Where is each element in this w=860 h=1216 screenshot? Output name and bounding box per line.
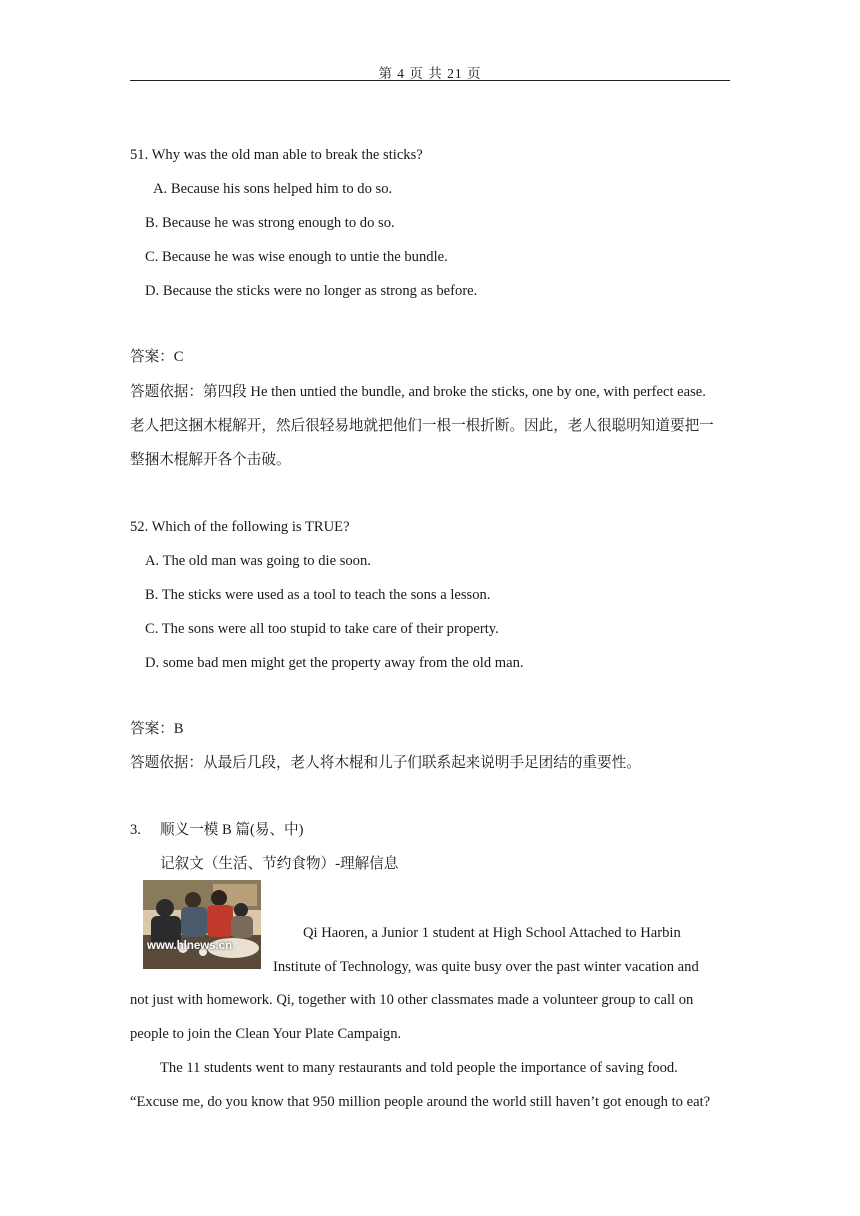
q52-option-c: C. The sons were all too stupid to take care of their property.: [145, 621, 499, 637]
q51-basis-line-1: 答题依据：第四段 He then untied the bundle, and broke the sticks, one by one, with perfect ease.: [130, 384, 706, 400]
question-51: 51. Why was the old man able to break the sticks?: [130, 147, 423, 163]
news-photo: [143, 880, 261, 969]
q51-option-d: D. Because the sticks were no longer as strong as before.: [145, 283, 478, 299]
question-52: 52. Which of the following is TRUE?: [130, 519, 350, 535]
passage-line-2: Institute of Technology, was quite busy over the past winter vacation and: [273, 959, 699, 975]
section-subtitle: 记叙文（生活、节约食物）-理解信息: [160, 856, 399, 872]
section-number: 3.: [130, 822, 141, 838]
photo-watermark: www.hlnews.cn: [147, 940, 233, 952]
passage-line-5: The 11 students went to many restaurants and told people the importance of saving food.: [160, 1060, 678, 1076]
q51-basis-line-2: 老人把这捆木棍解开，然后很轻易地就把他们一根一根折断。因此，老人很聪明知道要把一: [130, 418, 714, 434]
q51-option-c: C. Because he was wise enough to untie the bundle.: [145, 249, 448, 265]
q51-option-a: A. Because his sons helped him to do so.: [153, 181, 393, 197]
header-rule: [130, 80, 730, 81]
q52-basis-line-1: 答题依据：从最后几段，老人将木棍和儿子们联系起来说明手足团结的重要性。: [130, 755, 641, 771]
passage-line-1: Qi Haoren, a Junior 1 student at High School Attached to Harbin: [303, 925, 681, 941]
q51-basis-line-3: 整捆木棍解开各个击破。: [130, 452, 291, 468]
q52-option-a: A. The old man was going to die soon.: [145, 553, 371, 569]
q52-option-d: D. some bad men might get the property away from the old man.: [145, 655, 524, 671]
section-title: 顺义一模 B 篇(易、中): [160, 822, 304, 838]
news-photo-icon: [143, 880, 261, 969]
page-header: 第 4 页 共 21 页: [378, 66, 482, 81]
q52-answer: 答案：B: [130, 721, 184, 737]
q51-option-b: B. Because he was strong enough to do so.: [145, 215, 395, 231]
passage-line-3: not just with homework. Qi, together with 10 other classmates made a volunteer group to call on: [130, 992, 694, 1008]
q51-answer: 答案：C: [130, 349, 184, 365]
passage-line-4: people to join the Clean Your Plate Campaign.: [130, 1026, 402, 1042]
passage-line-6: “Excuse me, do you know that 950 million people around the world still haven’t got enough to eat?: [130, 1094, 711, 1110]
q52-option-b: B. The sticks were used as a tool to teach the sons a lesson.: [145, 587, 491, 603]
